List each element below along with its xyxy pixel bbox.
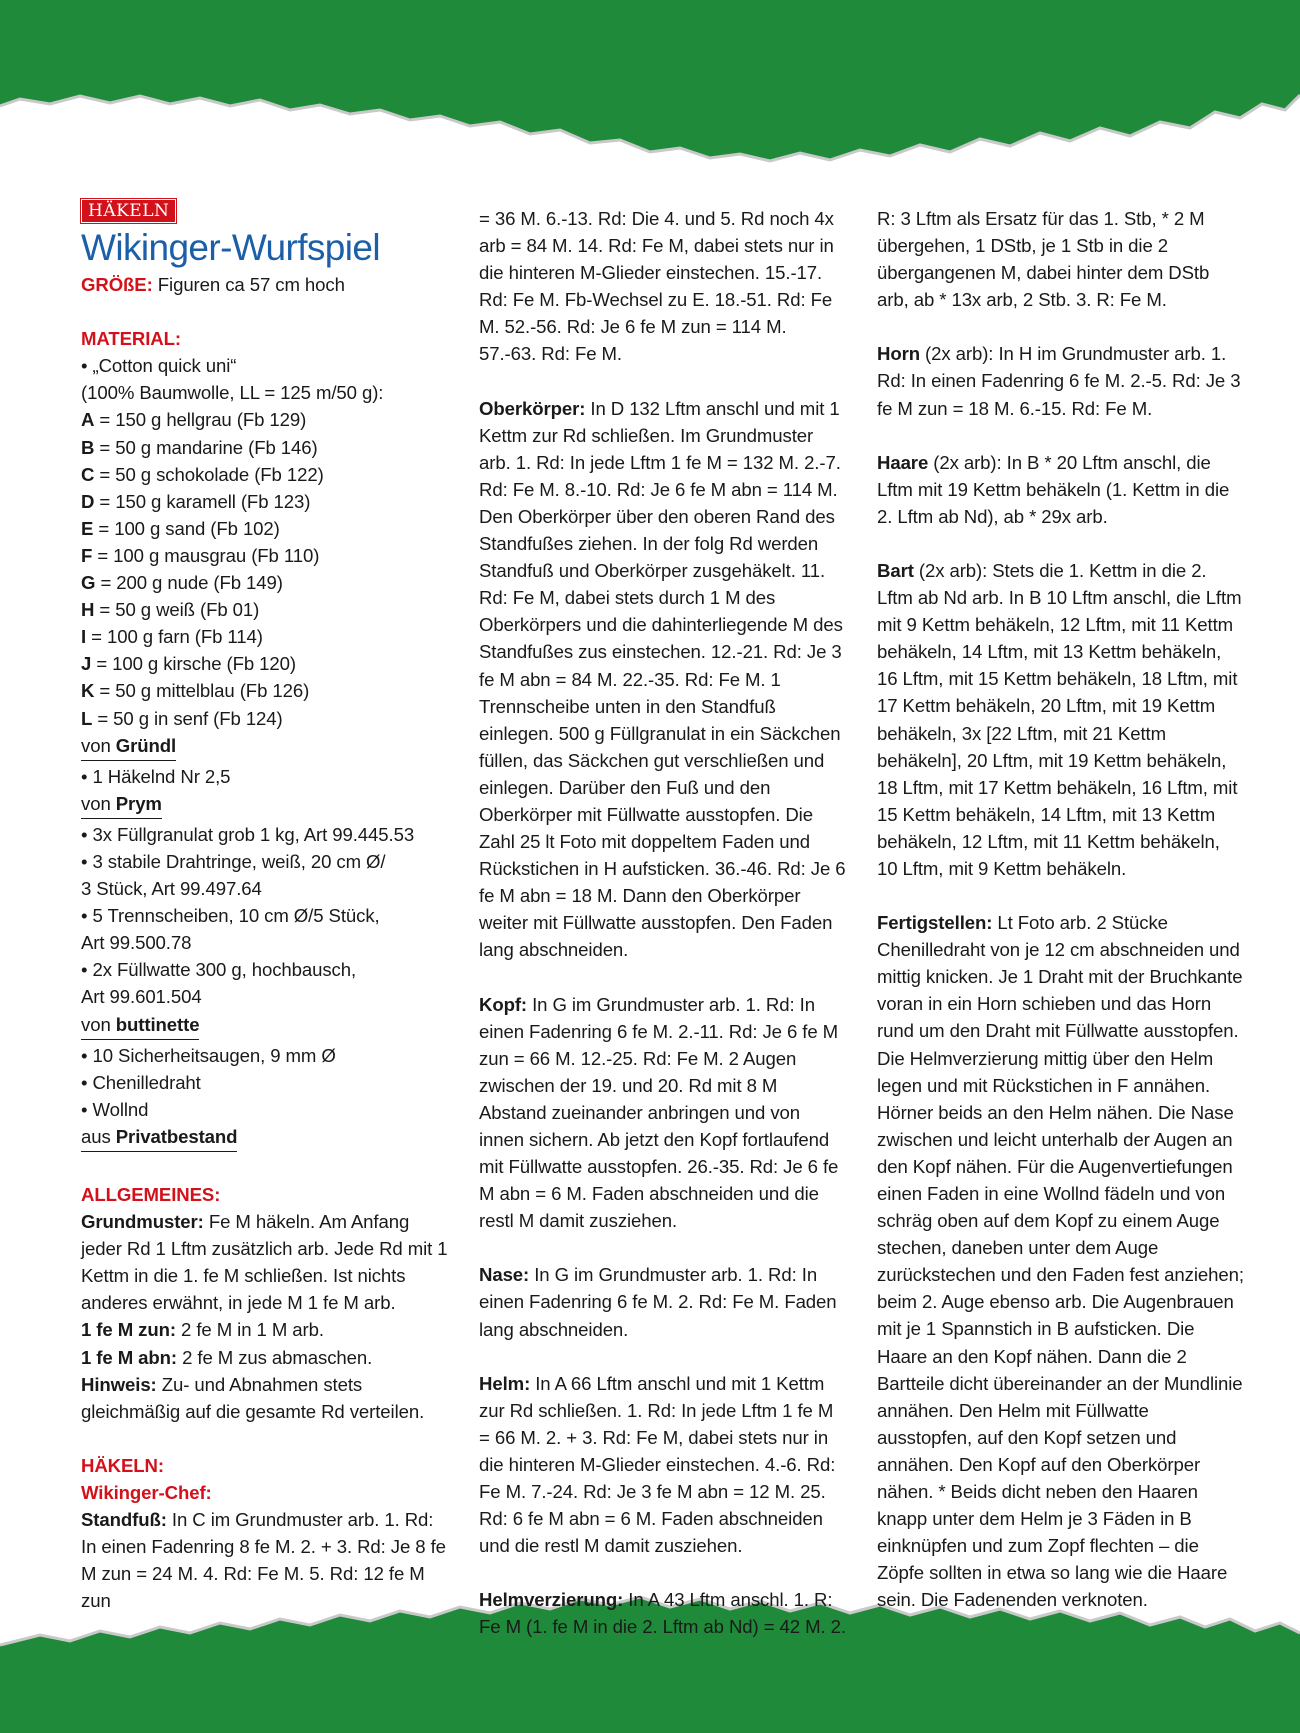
- kopf-paragraph: Kopf: In G im Grundmuster arb. 1. Rd: In einen Fadenring 6 fe M. 2.-11. Rd: Je 6 fe M zun = 66 M. 12.-25. Rd: Fe M. 2 Augen zwischen der 19. und 20. Rd mit 8 M Abstand zueinander anbringen und von innen sichern. Ab jetzt den Kopf fortlaufend mit Füllwatte ausstopfen. 26.-35. Rd: Je 6 fe M abn = 6 M. Faden abschneiden und die restl M damit zusziehen.: [479, 993, 839, 1232]
- color-item: G = 200 g nude (Fb 149): [81, 572, 283, 594]
- hook-item: • 1 Häkelnd Nr 2,5: [81, 765, 231, 787]
- prym-item: 3 Stück, Art 99.497.64: [81, 878, 262, 900]
- color-item: E = 100 g sand (Fb 102): [81, 517, 280, 539]
- color-item: J = 100 g kirsche (Fb 120): [81, 653, 296, 675]
- color-item: F = 100 g mausgrau (Fb 110): [81, 544, 320, 566]
- color-item: K = 50 g mittelblau (Fb 126): [81, 680, 310, 702]
- color-item: C = 50 g schokolade (Fb 122): [81, 463, 324, 485]
- other-item: • Chenilledraht: [81, 1071, 201, 1093]
- standfuss-paragraph-start: Standfuß: In C im Grundmuster arb. 1. Rd: In einen Fadenring 8 fe M. 2. + 3. Rd: Je 8 fe M zun = 24 M. 4. Rd: Fe M. 5. Rd: 12 fe M zun: [81, 1509, 446, 1612]
- supplier-prym: von Prym: [81, 790, 162, 819]
- allgemeines-heading: ALLGEMEINES:: [81, 1184, 221, 1205]
- column-1: [81, 196, 448, 1614]
- oberkoerper-paragraph: Oberkörper: In D 132 Lftm anschl und mit 1 Kettm zur Rd schließen. Im Grundmuster arb. 1. Rd: In jede Lftm 1 fe M = 132 M. 2.-7. Rd: Fe M. 8.-10. Rd: Je 6 fe M abn = 114 M. Den Oberkörper über den oberen Rand des Standfußes ziehen. In der folg Rd werden Standfuß und Oberkörper zusgehäkelt. 11. Rd: Fe M, dabei stets durch 1 M des Oberkörpers und die dahinterliegende M des Standfußes zus einstechen. 12.-21. Rd: Je 3 fe M abn = 84 M. 22.-35. Rd: Fe M. 1 Trennscheibe unten in den Standfuß einlegen. 500 g Füllgranulat in ein Säckchen füllen, das Säckchen gut verschließen und einlegen. Darüber den Fuß und den Oberkörper mit Füllwatte ausstopfen. Die Zahl 25 lt Foto mit doppeltem Faden und Rückstichen in H aufsticken. 36.-46. Rd: Je 6 fe M abn = 18 M. Dann den Oberkörper weiter mit Füllwatte ausstopfen. Den Faden lang abschneiden.: [479, 397, 846, 961]
- color-list: [81, 406, 448, 731]
- nase-paragraph: Nase: In G im Grundmuster arb. 1. Rd: In einen Fadenring 6 fe M. 2. Rd: Fe M. Faden lang abschneiden.: [479, 1264, 837, 1340]
- wikinger-chef-heading: Wikinger-Chef:: [81, 1481, 212, 1503]
- prym-item: • 3x Füllgranulat grob 1 kg, Art 99.445.53: [81, 823, 415, 845]
- size-label: GRÖßE:: [81, 274, 153, 296]
- prym-item: • 3 stabile Drahtringe, weiß, 20 cm Ø/: [81, 850, 386, 872]
- zun-paragraph: 1 fe M zun: 2 fe M in 1 M arb.: [81, 1319, 324, 1341]
- supplier-gruendl: von Gründl: [81, 732, 176, 761]
- color-item: I = 100 g farn (Fb 114): [81, 626, 263, 648]
- bart-paragraph: Bart (2x arb): Stets die 1. Kettm in die 2. Lftm ab Nd arb. In B 10 Lftm anschl, die Lftm mit 9 Kettm behäkeln, 12 Lftm, mit 11 Kettm behäkeln, 14 Lftm, mit 13 Kettm behäkeln, 16 Lftm, mit 15 Kettm behäkeln, 18 Lftm, mit 17 Kettm behäkeln, 20 Lftm, mit 19 Kettm behäkeln, 3x [22 Lftm, mit 21 Kettm behäkeln], 20 Lftm, mit 19 Kettm behäkeln, 18 Lftm, mit 17 Kettm behäkeln, 16 Lftm, mit 15 Kettm behäkeln, 14 Lftm, mit 13 Kettm behäkeln, 12 Lftm, mit 11 Kettm behäkeln, 10 Lftm, mit 9 Kettm behäkeln.: [877, 559, 1242, 879]
- color-item: D = 150 g karamell (Fb 123): [81, 490, 311, 512]
- hinweis-paragraph: Hinweis: Zu- und Abnahmen stets gleichmäßig auf die gesamte Rd verteilen.: [81, 1373, 425, 1422]
- supplier-privatbestand: aus Privatbestand: [81, 1123, 237, 1152]
- other-item: • Wollnd: [81, 1098, 149, 1120]
- supplier-buttinette: von buttinette: [81, 1011, 199, 1040]
- grundmuster-paragraph: Grundmuster: Fe M häkeln. Am Anfang jeder Rd 1 Lftm zusätzlich arb. Jede Rd mit 1 Kettm in die 1. fe M schließen. Ist nichts anderes erwähnt, in jede M 1 fe M arb.: [81, 1211, 448, 1314]
- standfuss-paragraph-cont: = 36 M. 6.-13. Rd: Die 4. und 5. Rd noch 4x arb = 84 M. 14. Rd: Fe M, dabei stets nur in die hinteren M-Glieder einstechen. 15.-17. Rd: Fe M. Fb-Wechsel zu E. 18.-51. Rd: Fe M. 52.-56. Rd: Je 6 fe M zun = 114 M. 57.-63. Rd: Fe M.: [479, 208, 834, 365]
- helmverzierung-paragraph-cont: R: 3 Lftm als Ersatz für das 1. Stb, * 2 M übergehen, 1 DStb, je 1 Stb in die 2 übergangenen M, dabei hinter dem DStb arb, ab * 13x arb, 2 Stb. 3. R: Fe M.: [877, 208, 1210, 311]
- column-2: [479, 205, 846, 1641]
- material-heading: MATERIAL:: [81, 328, 181, 350]
- abn-paragraph: 1 fe M abn: 2 fe M zus abmaschen.: [81, 1346, 373, 1368]
- horn-paragraph: Horn (2x arb): In H im Grundmuster arb. 1. Rd: In einen Fadenring 6 fe M. 2.-5. Rd: Je 3 fe M zun = 18 M. 6.-15. Rd: Fe M.: [877, 343, 1241, 419]
- haekeln-heading: HÄKELN:: [81, 1454, 164, 1476]
- fertigstellen-paragraph: Fertigstellen: Lt Foto arb. 2 Stücke Chenilledraht von je 12 cm abschneiden und mittig knicken. Je 1 Draht mit der Bruchkante voran in ein Horn schieben und das Horn rund um den Draht mit Füllwatte ausstopfen. Die Helmverzierung mittig über den Helm legen und mit Rückstichen in F annähen. Hörner beids an den Helm nähen. Die Nase zwischen und leicht unterhalb der Augen an den Kopf nähen. Für die Augenvertiefungen einen Faden in eine Wollnd fädeln und von schräg oben auf dem Kopf zu einem Auge stechen, daneben unter dem Auge zurückstechen und den Faden fest anziehen; beim 2. Auge ebenso arb. Die Augenbrauen mit je 1 Spannstich in B aufsticken. Die Haare an den Kopf nähen. Dann die 2 Bartteile dicht übereinander an der Mundlinie annähen. Den Helm mit Füllwatte ausstopfen, auf den Kopf setzen und annähen. Den Kopf auf den Oberkörper nähen. * Beids dicht neben den Haaren knapp unter dem Helm je 3 Fäden in B einknüpfen und zum Zopf flechten – die Zöpfe sollten in etwa so lang wie die Haare sein. Die Fadenenden verknoten.: [877, 912, 1244, 1611]
- helm-paragraph: Helm: In A 66 Lftm anschl und mit 1 Kettm zur Rd schließen. 1. Rd: In jede Lftm 1 fe M = 66 M. 2. + 3. Rd: Fe M, dabei stets nur in die hinteren M-Glieder einstechen. 4.-6. Rd: Fe M. 7.-24. Rd: Je 3 fe M abn = 12 M. 25. Rd: 6 fe M abn = 6 M. Faden abschneiden und die restl M damit zusziehen.: [479, 1372, 836, 1557]
- prym-item: Art 99.601.504: [81, 986, 202, 1008]
- size-line: [81, 271, 448, 298]
- haare-paragraph: Haare (2x arb): In B * 20 Lftm anschl, die Lftm mit 19 Kettm behäkeln (1. Kettm in die 2. Lftm ab Nd), ab * 29x arb.: [877, 451, 1230, 527]
- column-3: [877, 205, 1244, 1614]
- yarn-spec: (100% Baumwolle, LL = 125 m/50 g):: [81, 382, 384, 404]
- prym-item: Art 99.500.78: [81, 932, 192, 954]
- yarn-intro: • „Cotton quick uni“: [81, 355, 237, 377]
- size-value: Figuren ca 57 cm hoch: [152, 274, 345, 296]
- category-tag: HÄKELN: [81, 199, 176, 223]
- helmverzierung-paragraph-start: Helmverzierung: In A 43 Lftm anschl. 1. R: Fe M (1. fe M in die 2. Lftm ab Nd) = 42 M. 2.: [479, 1589, 846, 1638]
- color-item: H = 50 g weiß (Fb 01): [81, 599, 260, 621]
- page-title: Wikinger-Wurfspiel: [81, 227, 380, 269]
- color-item: L = 50 g in senf (Fb 124): [81, 707, 283, 729]
- color-item: A = 150 g hellgrau (Fb 129): [81, 409, 307, 431]
- color-item: B = 50 g mandarine (Fb 146): [81, 436, 318, 458]
- prym-item: • 5 Trennscheiben, 10 cm Ø/5 Stück,: [81, 905, 380, 927]
- prym-item: • 2x Füllwatte 300 g, hochbausch,: [81, 959, 357, 981]
- other-item: • 10 Sicherheitsaugen, 9 mm Ø: [81, 1044, 336, 1066]
